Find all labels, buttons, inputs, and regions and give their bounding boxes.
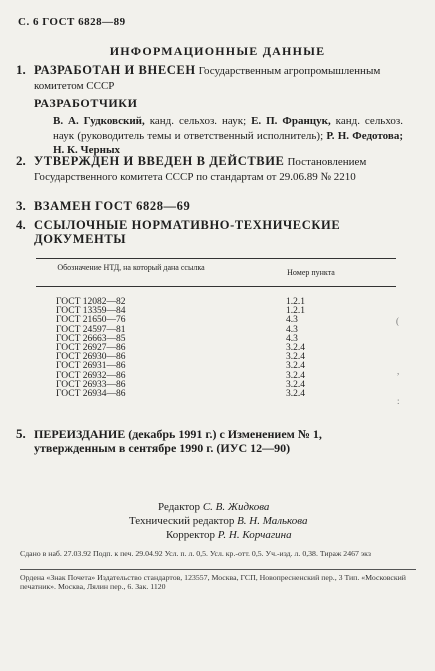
editor-label: Редактор bbox=[158, 501, 201, 513]
section-number: 4. bbox=[16, 217, 26, 232]
section-number: 3. bbox=[16, 198, 26, 213]
ref-item-cell: 3.2.4 bbox=[286, 389, 305, 399]
publisher-footer: Ордена «Знак Почета» Издательство стандартов, 123557, Москва, ГСП, Новопресненский пер., 3 Тип. «Московский печатник». Москва, Лялин пер., 6. Зак. 1120 bbox=[20, 573, 406, 591]
print-imprint: Сдано в наб. 27.03.92 Подп. к печ. 29.04.92 Усл. п. л. 0,5. Усл. кр.-отт. 0,5. Уч.-изд. л. 0,38. Тираж 2467 экз bbox=[20, 549, 371, 558]
corrector-label: Корректор bbox=[166, 529, 216, 541]
section-heading: УТВЕРЖДЕН И ВВЕДЕН В ДЕЙСТВИЕ bbox=[34, 154, 285, 168]
section-1 bbox=[16, 62, 404, 93]
ref-item-cell: 3.2.4 bbox=[286, 352, 305, 363]
page-title: ИНФОРМАЦИОННЫЕ ДАННЫЕ bbox=[109, 44, 326, 58]
editors-block bbox=[0, 500, 435, 550]
section-heading: РАЗРАБОТАН И ВНЕСЕН bbox=[34, 63, 196, 77]
ref-doc-cell: ГОСТ 26932—86 bbox=[56, 370, 126, 381]
section-5 bbox=[16, 426, 404, 455]
developers-list bbox=[53, 114, 403, 158]
page-header: С. 6 ГОСТ 6828—89 bbox=[18, 16, 126, 28]
developer-name: Е. П. Францук, bbox=[251, 115, 331, 127]
developer-name: В. А. Гудковский, bbox=[53, 115, 145, 127]
margin-mark: , bbox=[397, 366, 400, 376]
section-number: 1. bbox=[16, 62, 26, 77]
ref-item-cell: 4.3 bbox=[286, 333, 298, 344]
developer-name: Р. Н. Федотова; bbox=[326, 129, 404, 142]
section-3 bbox=[16, 198, 404, 213]
section-heading: ССЫЛОЧНЫЕ НОРМАТИВНО-ТЕХНИЧЕСКИЕ ДОКУМЕНТЫ bbox=[34, 218, 341, 246]
ref-doc-cell: ГОСТ 26934—86 bbox=[56, 389, 126, 399]
section-number: 5. bbox=[16, 426, 26, 441]
developer-degree: канд. сельхоз. наук (руководитель темы и ответственный исполнитель); bbox=[53, 115, 403, 142]
ref-doc-cell: ГОСТ 24597—81 bbox=[56, 324, 126, 335]
ref-item-cell: 3.2.4 bbox=[286, 343, 305, 353]
table-row bbox=[36, 390, 396, 399]
table-top-border bbox=[36, 258, 396, 259]
section-body: Государственным агропромышленным комитетом СССР bbox=[34, 65, 381, 92]
margin-mark: : bbox=[397, 396, 400, 406]
ref-item-cell: 3.2.4 bbox=[286, 379, 305, 390]
section-4 bbox=[16, 217, 394, 246]
ref-doc-cell: ГОСТ 26927—86 bbox=[56, 343, 126, 353]
section-2 bbox=[16, 153, 404, 184]
ref-item-cell: 3.2.4 bbox=[286, 370, 305, 381]
margin-mark: ( bbox=[396, 316, 399, 326]
tech-editor-name: В. Н. Малькова bbox=[237, 515, 308, 527]
tech-editor-label: Технический редактор bbox=[129, 515, 235, 527]
section-body: Постановлением Государственного комитета СССР по стандартам от 29.06.89 № 2210 bbox=[34, 156, 367, 183]
section-heading: ВЗАМЕН ГОСТ 6828—69 bbox=[34, 199, 191, 213]
ref-item-cell: 1.2.1 bbox=[286, 297, 305, 307]
reference-table bbox=[36, 258, 396, 408]
ref-item-cell: 4.3 bbox=[286, 315, 298, 326]
editor-name: С. В. Жидкова bbox=[202, 501, 270, 513]
corrector-line bbox=[166, 528, 292, 542]
corrector-name: Р. Н. Корчагина bbox=[217, 529, 292, 541]
table-col-item-header: Номер пункта bbox=[287, 268, 335, 277]
table-col-doc-header: Обозначение НТД, на который дана ссылка bbox=[57, 263, 205, 272]
ref-doc-cell: ГОСТ 13359—84 bbox=[56, 306, 126, 317]
ref-item-cell: 4.3 bbox=[286, 324, 298, 335]
ref-doc-cell: ГОСТ 21650—76 bbox=[56, 315, 126, 326]
footer-divider bbox=[20, 569, 416, 570]
ref-doc-cell: ГОСТ 26930—86 bbox=[56, 352, 126, 363]
table-header-border bbox=[36, 286, 396, 287]
ref-doc-cell: ГОСТ 26933—86 bbox=[56, 379, 126, 390]
ref-item-cell: 1.2.1 bbox=[286, 306, 305, 317]
section-text: ПЕРЕИЗДАНИЕ (декабрь 1991 г.) с Изменением № 1, утвержденным в сентябре 1990 г. (ИУС 12—90) bbox=[34, 427, 322, 455]
ref-item-cell: 3.2.4 bbox=[286, 361, 305, 372]
developers-heading: РАЗРАБОТЧИКИ bbox=[34, 96, 138, 110]
developer-name: Н. К. Черных bbox=[53, 144, 121, 156]
ref-doc-cell: ГОСТ 12082—82 bbox=[56, 297, 126, 307]
developer-degree: канд. сельхоз. наук; bbox=[149, 115, 247, 127]
ref-doc-cell: ГОСТ 26931—86 bbox=[56, 361, 126, 372]
editor-line bbox=[158, 500, 269, 514]
ref-doc-cell: ГОСТ 26663—85 bbox=[56, 333, 126, 344]
section-number: 2. bbox=[16, 153, 26, 168]
tech-editor-line bbox=[129, 514, 307, 528]
